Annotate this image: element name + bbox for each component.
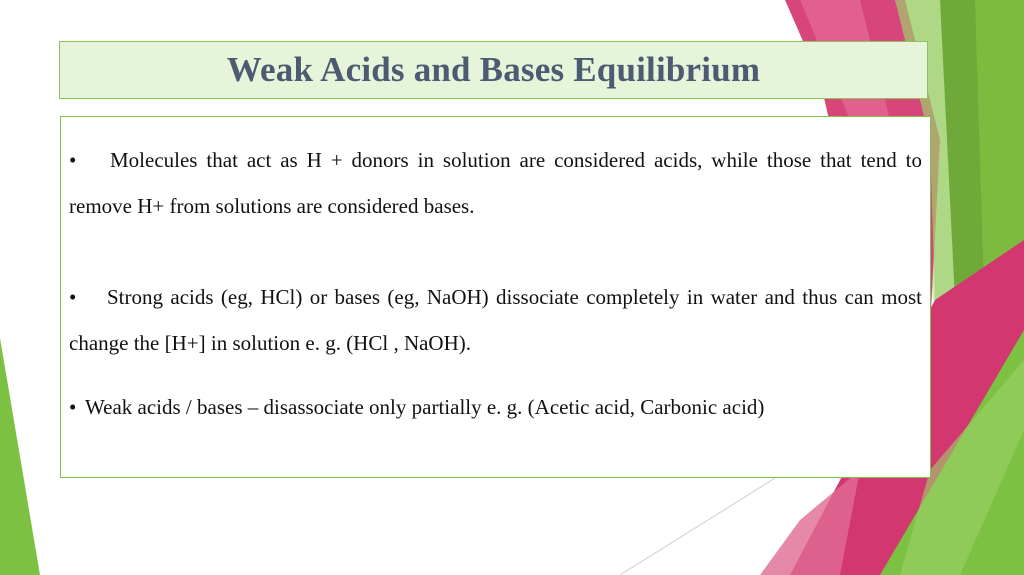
bullet-text: Strong acids (eg, HCl) or bases (eg, NaOH) dissociate completely in water and thus can most change the [H+] in solution e. g. (HCl , NaOH). (69, 285, 922, 355)
bullet-item-3 (69, 384, 922, 430)
decor-line (620, 475, 780, 575)
left-green-accent (0, 338, 40, 575)
bullet-text: Molecules that act as H + donors in solution are considered acids, while those that tend to remove H+ from solutions are considered bases. (69, 148, 922, 218)
bullet-marker: • (69, 148, 77, 172)
bullet-marker: • (69, 395, 77, 419)
bullet-item-2 (69, 274, 922, 366)
content-box (60, 116, 931, 478)
bullet-marker: • (69, 285, 77, 309)
title-banner (59, 41, 928, 99)
slide-title: Weak Acids and Bases Equilibrium (226, 50, 761, 89)
bullet-text: Weak acids / bases – disassociate only partially e. g. (Acetic acid, Carbonic acid) (85, 395, 765, 419)
bullet-item-1 (69, 137, 922, 229)
